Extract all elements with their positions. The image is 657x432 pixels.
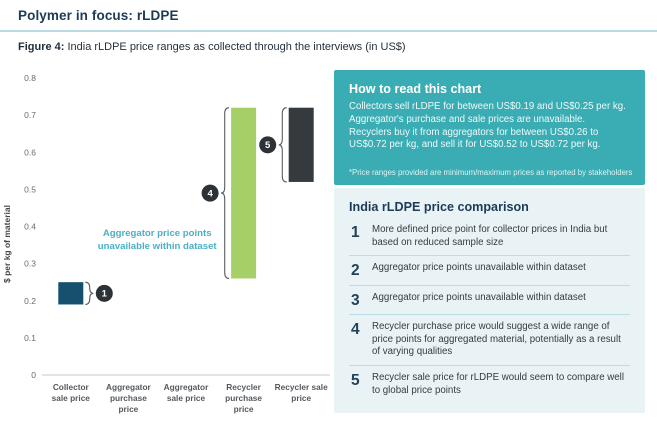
figure-caption-text: India rLDPE price ranges as collected through the interviews (in US$) [67,41,406,53]
y-tick-0.7: 0.7 [24,110,36,121]
comparison-item-text: Recycler purchase price would suggest a wide range of price points for aggregated material, potentially as a result of varying qualities [372,321,621,358]
brace-4 [221,108,229,279]
comparison-item-5 [349,366,630,403]
chart-marker-number-4: 4 [207,188,213,200]
comparison-item-text: Recycler sale price for rLDPE would seem to compare well to global price points [372,372,624,396]
y-tick-0.3: 0.3 [24,258,36,269]
comparison-item-1 [349,218,630,256]
comparison-item-4 [349,315,630,366]
chart-annotation: Aggregator price points unavailable within dataset [97,228,217,252]
price-comparison-title: India rLDPE price comparison [349,200,529,214]
y-tick-0.1: 0.1 [24,332,36,343]
x-label-4: Recycler purchase price [225,382,263,414]
how-to-read-box [334,70,645,185]
x-label-5: Recycler sale price [274,382,328,403]
y-tick-0.5: 0.5 [24,184,36,195]
figure-caption [18,41,406,53]
comparison-item-text: Aggregator price points unavailable within dataset [372,291,586,303]
comparison-item-number: 3 [351,291,360,309]
bar-recycler-purchase-price [231,108,256,279]
comparison-item-number: 1 [351,224,360,241]
comparison-item-text: Aggregator price points unavailable within dataset [372,262,586,274]
y-tick-0.2: 0.2 [24,295,36,306]
y-tick-0.8: 0.8 [24,73,36,83]
figure-label: Figure 4: [18,41,65,53]
y-axis-label: $ per kg of material [2,205,12,283]
bar-collector-sale-price [58,282,83,304]
y-tick-0: 0 [31,370,36,380]
comparison-item-3 [349,286,630,316]
title-divider [0,30,657,32]
how-to-read-body: Collectors sell rLDPE for between US$0.19 and US$0.25 per kg. Aggregator's purchase and sale prices are unavailable. Recyclers buy it from aggregators for between US$0.26 to US$0.72 per kg, and sell it for US$0.52 to US$0.72 per kg. [349,101,626,151]
how-to-read-footnote: *Price ranges provided are minimum/maximum prices as reported by stakeholders [349,168,633,177]
x-label-2: Aggregator purchase price [106,382,151,414]
comparison-item-number: 5 [351,372,360,390]
chart-marker-number-1: 1 [101,288,107,300]
y-tick-0.6: 0.6 [24,147,36,158]
comparison-item-number: 2 [351,262,360,280]
price-comparison-panel [334,188,645,413]
x-label-1: Collector sale price [51,382,90,403]
how-to-read-title: How to read this chart [349,82,482,96]
comparison-item-2 [349,256,630,286]
y-tick-0.4: 0.4 [24,221,36,232]
brace-1 [85,282,93,304]
bar-recycler-sale-price [289,108,314,182]
comparison-item-number: 4 [351,321,360,339]
chart-marker-number-5: 5 [265,140,271,152]
x-label-3: Aggregator sale price [163,382,209,403]
price-range-chart [2,58,334,432]
page-title: Polymer in focus: rLDPE [18,8,179,23]
brace-5 [279,108,287,182]
comparison-item-text: More defined price point for collector prices in India but based on reduced sample size [372,224,608,248]
